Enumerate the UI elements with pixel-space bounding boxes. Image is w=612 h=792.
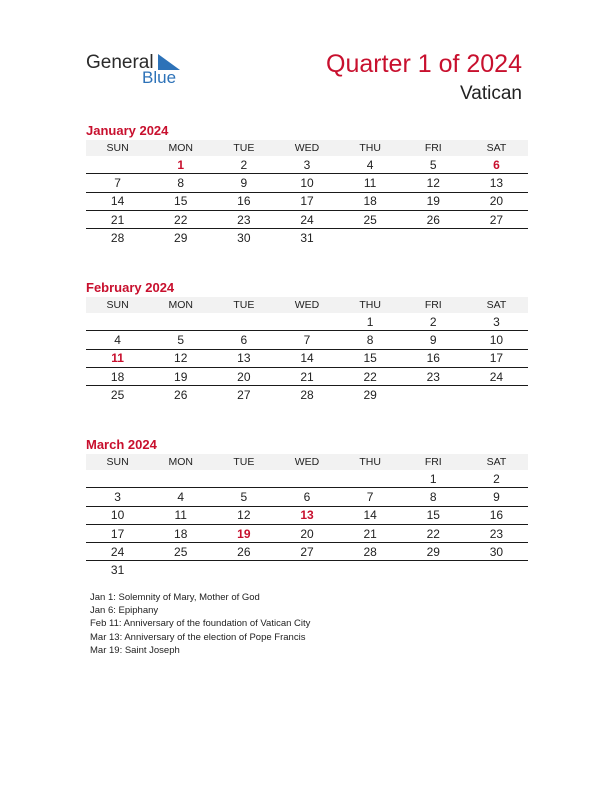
day-cell: 16	[212, 192, 275, 210]
day-cell: 3	[465, 313, 528, 331]
weekday-header: THU	[339, 297, 402, 313]
empty-day-cell	[402, 229, 465, 247]
week-row	[86, 313, 528, 331]
weekday-header: THU	[339, 140, 402, 156]
weekday-header: WED	[275, 454, 338, 470]
day-cell: 1	[402, 470, 465, 488]
empty-day-cell	[86, 156, 149, 174]
weekday-header: TUE	[212, 297, 275, 313]
month-title: February 2024	[86, 280, 175, 295]
day-cell: 19	[149, 367, 212, 385]
day-cell: 22	[339, 367, 402, 385]
day-cell: 23	[402, 367, 465, 385]
weekday-header: FRI	[402, 140, 465, 156]
week-row	[86, 488, 528, 506]
calendar-grid	[86, 454, 528, 579]
day-cell: 11	[149, 506, 212, 524]
day-cell: 6	[212, 331, 275, 349]
holiday-note: Mar 19: Saint Joseph	[90, 644, 180, 656]
weekday-header: FRI	[402, 297, 465, 313]
month-january	[86, 122, 528, 246]
month-title: March 2024	[86, 437, 157, 452]
weekday-header: SAT	[465, 297, 528, 313]
weekday-header: SAT	[465, 454, 528, 470]
weekday-header: MON	[149, 297, 212, 313]
empty-day-cell	[402, 386, 465, 404]
day-cell: 26	[174, 387, 188, 402]
page-title: Quarter 1 of 2024	[326, 50, 522, 78]
day-cell: 28	[110, 230, 125, 245]
day-cell: 16	[402, 349, 465, 367]
day-cell: 25	[339, 210, 402, 228]
week-row	[86, 349, 528, 367]
day-cell: 6	[465, 156, 528, 174]
day-cell: 7	[339, 488, 402, 506]
day-cell: 17	[465, 349, 528, 367]
day-cell: 10	[275, 174, 338, 192]
week-row	[86, 386, 528, 404]
day-cell: 29	[174, 230, 188, 245]
day-cell: 13	[465, 174, 528, 192]
calendar-grid	[86, 140, 528, 246]
day-cell: 3	[275, 156, 338, 174]
day-cell: 7	[275, 331, 338, 349]
empty-day-cell	[212, 470, 275, 488]
empty-day-cell	[86, 313, 149, 331]
weekday-header: SAT	[465, 140, 528, 156]
empty-day-cell	[149, 561, 212, 579]
day-cell: 5	[149, 331, 212, 349]
day-cell: 11	[86, 349, 149, 367]
empty-day-cell	[212, 313, 275, 331]
month-february	[86, 279, 528, 403]
month-march	[86, 436, 528, 579]
day-cell: 9	[212, 174, 275, 192]
day-cell: 15	[402, 506, 465, 524]
day-cell: 9	[402, 331, 465, 349]
day-cell: 19	[402, 192, 465, 210]
day-cell: 15	[339, 349, 402, 367]
empty-day-cell	[465, 386, 528, 404]
week-row	[86, 210, 528, 228]
week-row	[86, 561, 528, 579]
holiday-note: Jan 6: Epiphany	[90, 605, 159, 617]
empty-day-cell	[149, 313, 212, 331]
day-cell: 31	[300, 230, 314, 245]
day-cell: 10	[86, 506, 149, 524]
day-cell: 22	[149, 210, 212, 228]
day-cell: 20	[465, 192, 528, 210]
day-cell: 18	[86, 367, 149, 385]
day-cell: 30	[237, 230, 251, 245]
empty-day-cell	[339, 470, 402, 488]
day-cell: 18	[339, 192, 402, 210]
week-row	[86, 174, 528, 192]
day-cell: 2	[465, 470, 528, 488]
week-row	[86, 524, 528, 542]
holiday-note: Mar 13: Anniversary of the election of Pope Francis	[90, 631, 306, 643]
weekday-header: TUE	[212, 454, 275, 470]
day-cell: 23	[465, 524, 528, 542]
day-cell: 13	[275, 506, 338, 524]
weekday-header: WED	[275, 297, 338, 313]
day-cell: 28	[339, 543, 402, 561]
day-cell: 27	[465, 210, 528, 228]
day-cell: 1	[339, 313, 402, 331]
empty-day-cell	[339, 561, 402, 579]
day-cell: 14	[86, 192, 149, 210]
day-cell: 19	[212, 524, 275, 542]
day-cell: 24	[465, 367, 528, 385]
brand-word-general: General	[86, 52, 154, 73]
day-cell: 29	[363, 387, 377, 402]
week-row	[86, 543, 528, 561]
day-cell: 25	[149, 543, 212, 561]
weekday-header-row	[86, 297, 528, 313]
day-cell: 4	[149, 488, 212, 506]
day-cell: 2	[212, 156, 275, 174]
day-cell: 10	[465, 331, 528, 349]
week-row	[86, 470, 528, 488]
empty-day-cell	[212, 561, 275, 579]
empty-day-cell	[86, 470, 149, 488]
empty-day-cell	[465, 229, 528, 247]
day-cell: 22	[402, 524, 465, 542]
day-cell: 4	[86, 331, 149, 349]
calendar-grid	[86, 297, 528, 403]
weekday-header-row	[86, 140, 528, 156]
holiday-note: Jan 1: Solemnity of Mary, Mother of God	[90, 592, 260, 603]
day-cell: 14	[275, 349, 338, 367]
weekday-header: WED	[275, 140, 338, 156]
day-cell: 12	[212, 506, 275, 524]
day-cell: 11	[339, 174, 402, 192]
day-cell: 31	[110, 563, 125, 578]
week-row	[86, 192, 528, 210]
empty-day-cell	[275, 313, 338, 331]
week-row	[86, 331, 528, 349]
weekday-header: SUN	[86, 454, 149, 470]
day-cell: 14	[339, 506, 402, 524]
weekday-header: SUN	[86, 140, 149, 156]
day-cell: 20	[275, 524, 338, 542]
day-cell: 12	[149, 349, 212, 367]
day-cell: 26	[212, 543, 275, 561]
day-cell: 27	[237, 387, 251, 402]
day-cell: 18	[149, 524, 212, 542]
day-cell: 20	[212, 367, 275, 385]
weekday-header: MON	[149, 140, 212, 156]
empty-day-cell	[149, 470, 212, 488]
day-cell: 16	[465, 506, 528, 524]
day-cell: 8	[339, 331, 402, 349]
week-row	[86, 506, 528, 524]
day-cell: 9	[465, 488, 528, 506]
holiday-notes	[90, 591, 310, 657]
weekday-header-row	[86, 454, 528, 470]
day-cell: 5	[402, 156, 465, 174]
day-cell: 6	[275, 488, 338, 506]
day-cell: 8	[149, 174, 212, 192]
weekday-header: FRI	[402, 454, 465, 470]
day-cell: 12	[402, 174, 465, 192]
day-cell: 21	[86, 210, 149, 228]
weekday-header: TUE	[212, 140, 275, 156]
day-cell: 26	[402, 210, 465, 228]
empty-day-cell	[402, 561, 465, 579]
day-cell: 3	[86, 488, 149, 506]
day-cell: 17	[86, 524, 149, 542]
month-title: January 2024	[86, 123, 169, 138]
day-cell: 15	[149, 192, 212, 210]
day-cell: 25	[110, 387, 125, 402]
week-row	[86, 367, 528, 385]
day-cell: 13	[212, 349, 275, 367]
day-cell: 2	[402, 313, 465, 331]
day-cell: 27	[275, 543, 338, 561]
brand-logo	[86, 50, 186, 90]
empty-day-cell	[275, 561, 338, 579]
day-cell: 24	[86, 543, 149, 561]
day-cell: 23	[212, 210, 275, 228]
day-cell: 4	[339, 156, 402, 174]
day-cell: 21	[275, 367, 338, 385]
weekday-header: MON	[149, 454, 212, 470]
day-cell: 21	[339, 524, 402, 542]
empty-day-cell	[465, 561, 528, 579]
holiday-note: Feb 11: Anniversary of the foundation of Vatican City	[90, 618, 311, 630]
day-cell: 5	[212, 488, 275, 506]
country-name: Vatican	[460, 83, 522, 104]
week-row	[86, 229, 528, 247]
week-row	[86, 156, 528, 174]
brand-word-blue: Blue	[142, 68, 177, 87]
empty-day-cell	[339, 229, 402, 247]
day-cell: 28	[300, 387, 314, 402]
day-cell: 24	[275, 210, 338, 228]
weekday-header: SUN	[86, 297, 149, 313]
day-cell: 8	[402, 488, 465, 506]
empty-day-cell	[275, 470, 338, 488]
day-cell: 17	[275, 192, 338, 210]
day-cell: 7	[86, 174, 149, 192]
day-cell: 30	[465, 543, 528, 561]
day-cell: 1	[149, 156, 212, 174]
weekday-header: THU	[339, 454, 402, 470]
day-cell: 29	[402, 543, 465, 561]
